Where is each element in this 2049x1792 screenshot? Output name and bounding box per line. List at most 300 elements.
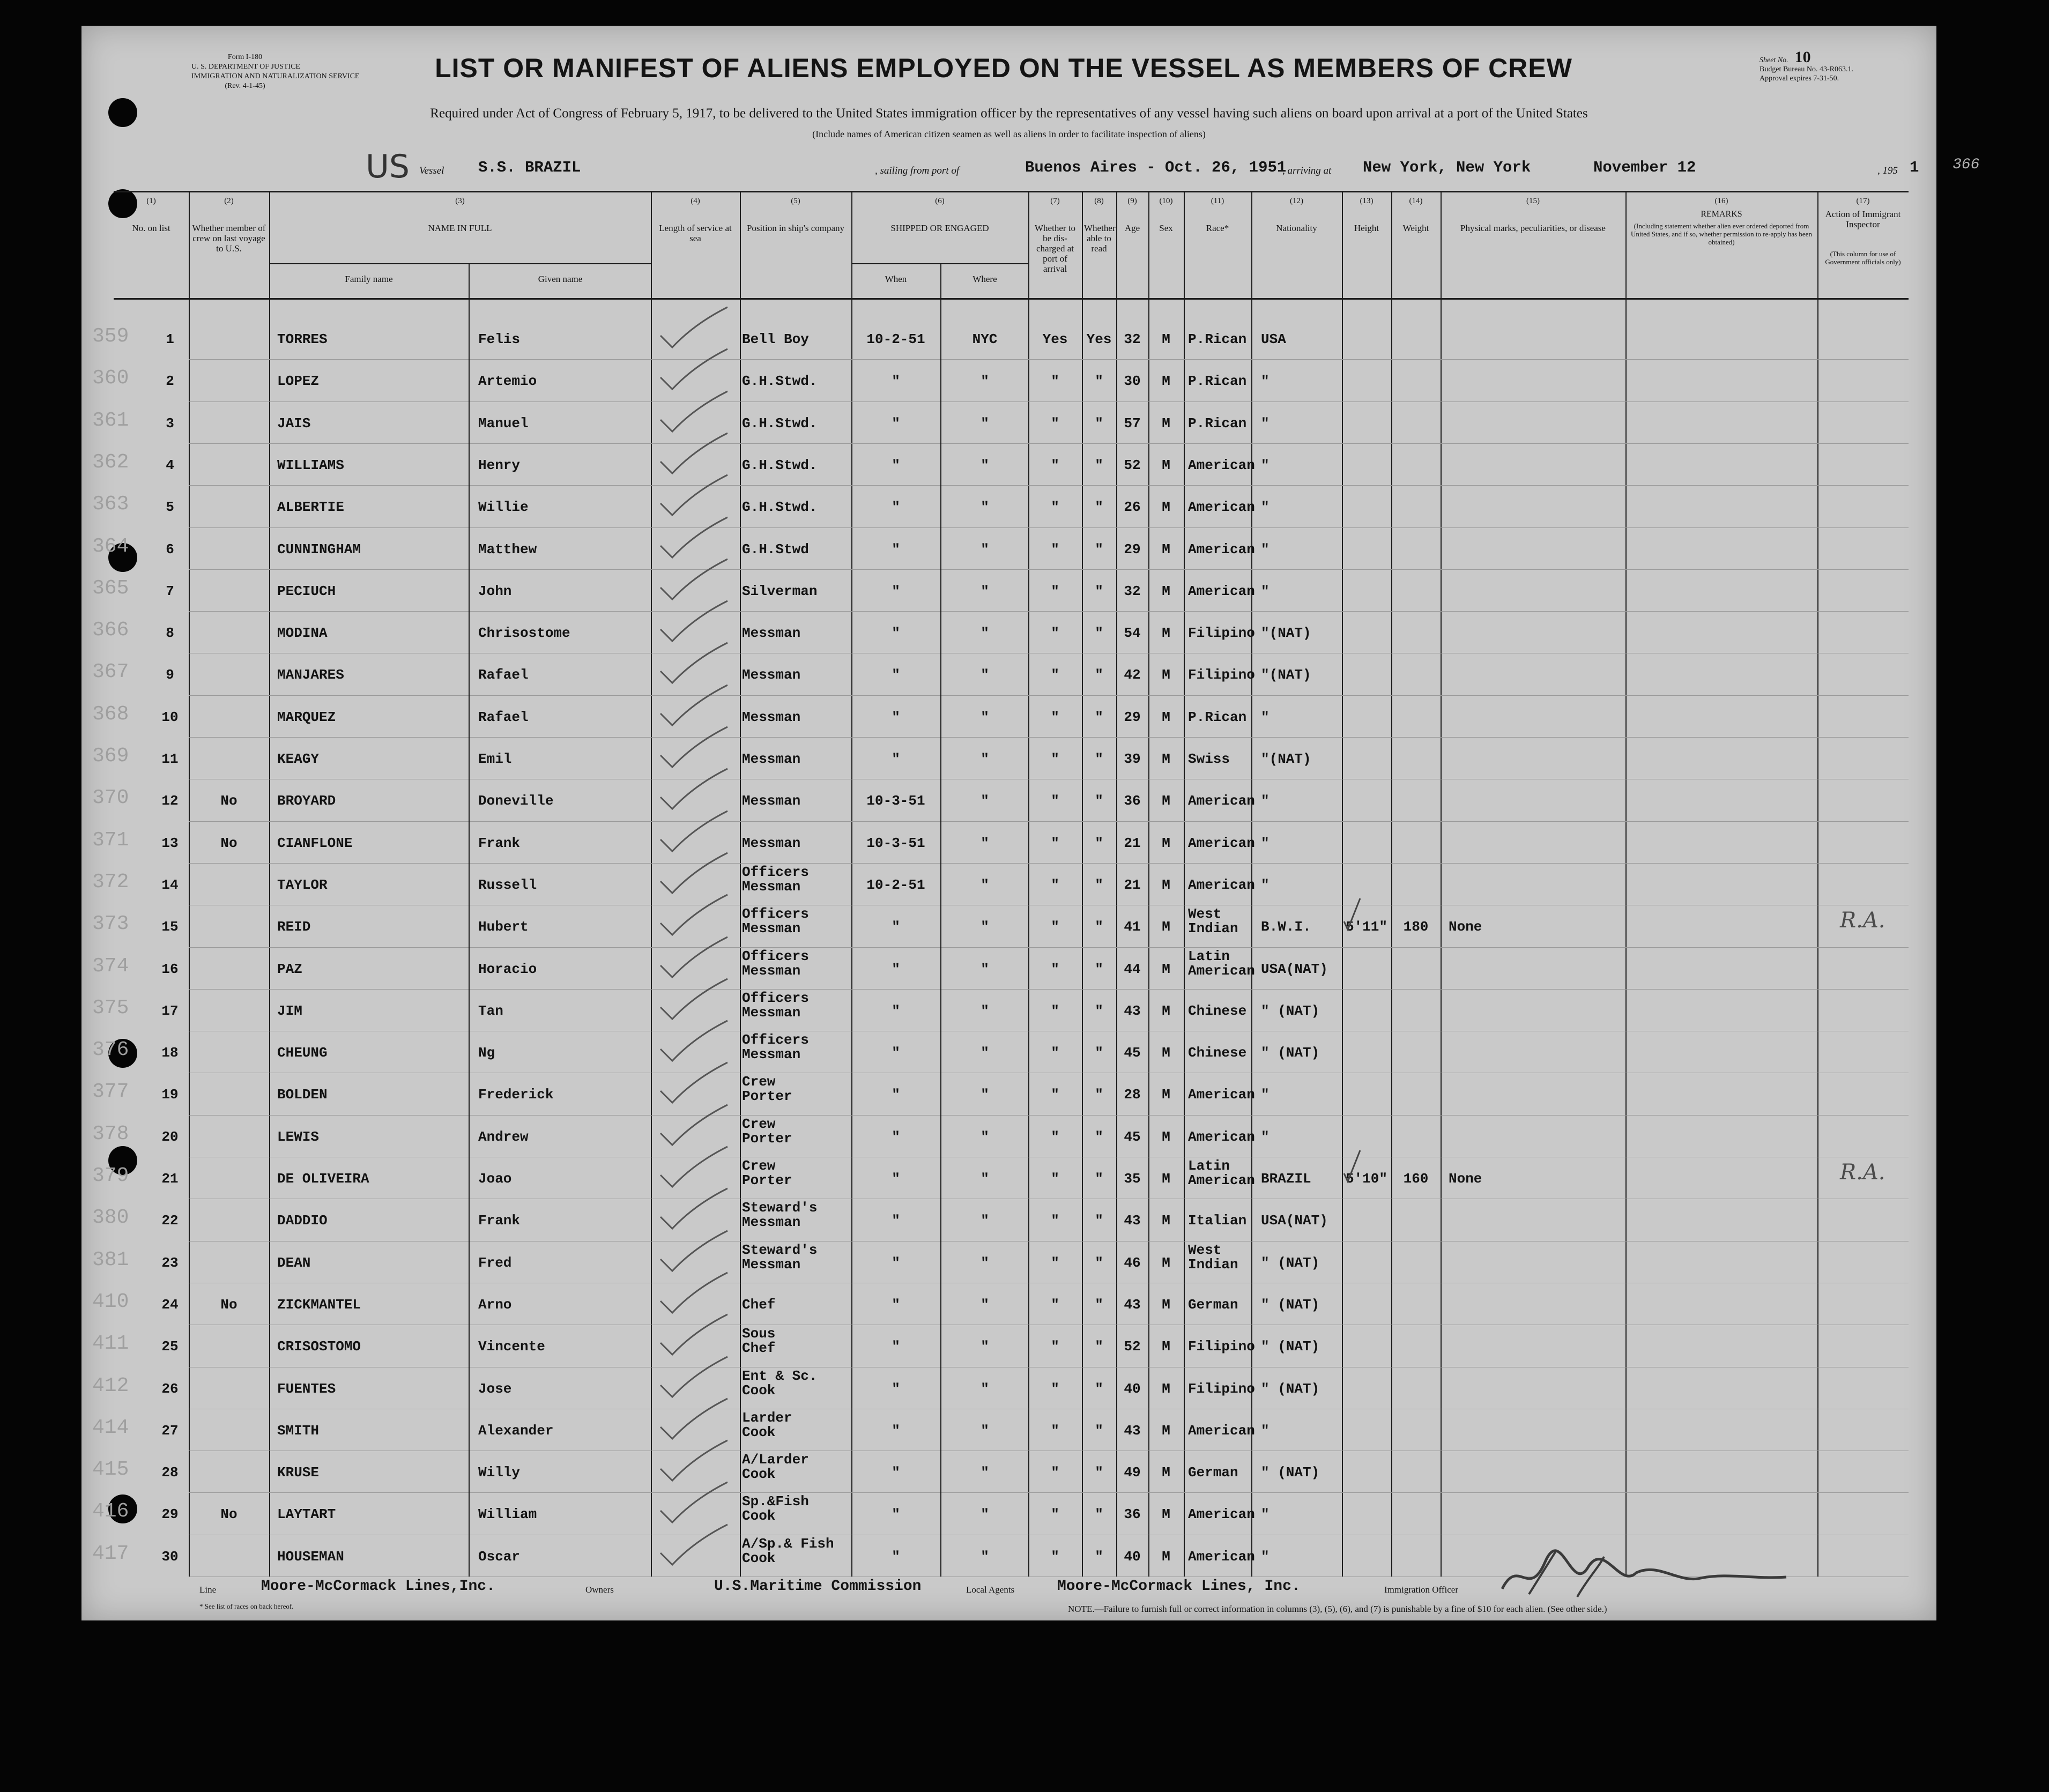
column-label: No. on list: [132, 223, 170, 233]
nationality-cell: BRAZIL: [1261, 1171, 1311, 1187]
punch-hole: [108, 98, 137, 127]
given-name-cell: Willie: [478, 499, 529, 516]
list-number-cell: 17: [161, 1002, 179, 1019]
checkmark-icon: [655, 1479, 730, 1528]
engaged-where-cell: ": [981, 625, 989, 642]
race-cell: American: [1188, 499, 1255, 516]
checkmark-icon: [655, 808, 730, 857]
age-cell: 30: [1124, 373, 1141, 390]
engaged-when-cell: 10-3-51: [866, 835, 925, 851]
manifest-index: 376: [92, 1038, 129, 1062]
engaged-where-cell: ": [981, 1087, 989, 1103]
sex-cell: M: [1162, 1087, 1170, 1103]
age-cell: 43: [1124, 1002, 1141, 1019]
race-cell: Chinese: [1188, 1045, 1247, 1061]
engaged-where-cell: ": [981, 583, 989, 599]
discharged-cell: ": [1051, 415, 1059, 432]
discharged-cell: ": [1051, 583, 1059, 599]
engaged-when-cell: ": [892, 457, 900, 473]
position-cell: Silverman: [742, 583, 818, 599]
column-label: SHIPPED OR ENGAGED: [890, 223, 989, 233]
list-number-cell: 29: [161, 1506, 179, 1523]
given-name-cell: Manuel: [478, 415, 529, 432]
position-cell: Messman: [742, 709, 801, 725]
given-name-cell: Rafael: [478, 667, 529, 683]
race-cell: German: [1188, 1296, 1238, 1313]
line-label: Line: [199, 1585, 217, 1595]
checkmark-icon: [655, 304, 730, 353]
nationality-cell: ": [1261, 457, 1270, 473]
engaged-when-cell: ": [892, 583, 900, 599]
race-cell: P.Rican: [1188, 331, 1247, 347]
engaged-when-cell: ": [892, 1339, 900, 1355]
column-rule: [651, 191, 652, 1577]
engaged-where-cell: ": [981, 1213, 989, 1229]
discharged-cell: Yes: [1042, 331, 1068, 347]
discharged-cell: ": [1051, 1171, 1059, 1187]
engaged-where-cell: ": [981, 1254, 989, 1271]
discharged-cell: ": [1051, 1128, 1059, 1145]
column-label: Race*: [1206, 223, 1229, 233]
discharged-cell: ": [1051, 876, 1059, 893]
column-label: Length of service at sea: [659, 223, 732, 243]
when-header: When: [885, 274, 907, 284]
height-cell: 5'10": [1345, 1171, 1387, 1187]
manifest-index: 366: [92, 619, 129, 642]
engaged-when-cell: ": [892, 1548, 900, 1565]
last-voyage-cell: No: [220, 835, 237, 851]
position-cell: G.H.Stwd.: [742, 499, 818, 516]
checkmark-icon: [655, 1144, 730, 1192]
able-to-read-cell: ": [1095, 373, 1103, 390]
discharged-cell: ": [1051, 835, 1059, 851]
age-cell: 46: [1124, 1254, 1141, 1271]
sheet-number: 10: [1794, 48, 1811, 66]
race-cell: American: [1188, 541, 1255, 557]
year-label: , 195: [1877, 165, 1898, 176]
revision: (Rev. 4-1-45): [225, 82, 265, 90]
race-cell: American: [1188, 457, 1255, 473]
engaged-when-cell: ": [892, 751, 900, 767]
given-name-cell: Felis: [478, 331, 521, 347]
able-to-read-cell: ": [1095, 415, 1103, 432]
family-name-cell: FUENTES: [277, 1380, 336, 1397]
list-number-cell: 14: [161, 876, 179, 893]
list-number-cell: 28: [161, 1464, 179, 1481]
list-number-cell: 12: [161, 793, 179, 809]
name-subheader-rule: [269, 263, 651, 264]
able-to-read-cell: ": [1095, 793, 1103, 809]
sex-cell: M: [1162, 373, 1170, 390]
sex-cell: M: [1162, 709, 1170, 725]
family-name-cell: ALBERTIE: [277, 499, 344, 516]
manifest-index: 415: [92, 1458, 129, 1482]
row-rule: [189, 1492, 1909, 1493]
engaged-where-cell: ": [981, 835, 989, 851]
race-cell: American: [1188, 1128, 1255, 1145]
row-rule: [189, 989, 1909, 990]
nationality-cell: ": [1261, 373, 1270, 390]
discharged-cell: ": [1051, 1380, 1059, 1397]
subtitle-note: (Include names of American citizen seamen as well as aliens in order to facilitate inspection of aliens): [812, 129, 1206, 139]
age-cell: 41: [1124, 919, 1141, 935]
engaged-when-cell: 10-2-51: [866, 331, 925, 347]
engaged-where-cell: ": [981, 1339, 989, 1355]
able-to-read-cell: ": [1095, 835, 1103, 851]
footer-note: NOTE.—Failure to furnish full or correct information in columns (3), (5), (6), and (7) is punishable by a fine of $10 for each alien. (See other side.): [1068, 1604, 1607, 1614]
checkmark-icon: [655, 346, 730, 395]
age-cell: 36: [1124, 793, 1141, 809]
sex-cell: M: [1162, 625, 1170, 642]
position-cell: Ent & Sc. Cook: [742, 1367, 818, 1399]
able-to-read-cell: ": [1095, 1339, 1103, 1355]
race-cell: American: [1188, 835, 1255, 851]
engaged-when-cell: ": [892, 1087, 900, 1103]
column-label: Whether to be dis-charged at port of arrival: [1035, 223, 1075, 274]
able-to-read-cell: ": [1095, 709, 1103, 725]
column-number: (13): [1360, 197, 1374, 205]
manifest-index: 372: [92, 870, 129, 894]
given-name-header: Given name: [538, 274, 583, 284]
manifest-index: 375: [92, 996, 129, 1020]
family-name-cell: LEWIS: [277, 1128, 320, 1145]
row-rule: [189, 821, 1909, 822]
engaged-where-cell: ": [981, 709, 989, 725]
family-name-cell: TAYLOR: [277, 876, 328, 893]
age-cell: 54: [1124, 625, 1141, 642]
manifest-index: 380: [92, 1206, 129, 1230]
family-name-cell: MARQUEZ: [277, 709, 336, 725]
nationality-cell: " (NAT): [1261, 1296, 1320, 1313]
manifest-index: 411: [92, 1332, 129, 1356]
stamp-number: 366: [1953, 157, 1980, 173]
discharged-cell: ": [1051, 1213, 1059, 1229]
age-cell: 43: [1124, 1422, 1141, 1439]
given-name-cell: Tan: [478, 1002, 503, 1019]
engaged-when-cell: ": [892, 1213, 900, 1229]
engaged-where-cell: ": [981, 1171, 989, 1187]
checkmark-icon: [655, 1186, 730, 1234]
manifest-index: 373: [92, 912, 129, 936]
checkmark-icon: [655, 724, 730, 772]
able-to-read-cell: ": [1095, 1380, 1103, 1397]
family-name-cell: CUNNINGHAM: [277, 541, 361, 557]
sex-cell: M: [1162, 1339, 1170, 1355]
race-cell: Swiss: [1188, 751, 1230, 767]
position-cell: Officers Messman: [742, 1032, 809, 1063]
nationality-cell: ": [1261, 1506, 1270, 1523]
able-to-read-cell: ": [1095, 499, 1103, 516]
race-cell: American: [1188, 1087, 1255, 1103]
position-cell: Officers Messman: [742, 864, 809, 895]
engaged-when-cell: ": [892, 919, 900, 935]
discharged-cell: ": [1051, 625, 1059, 642]
row-rule: [189, 611, 1909, 612]
engaged-when-cell: 10-3-51: [866, 793, 925, 809]
discharged-cell: ": [1051, 667, 1059, 683]
races-note: * See list of races on back hereof.: [199, 1602, 294, 1610]
checkmark-icon: [655, 766, 730, 814]
list-number-cell: 3: [166, 415, 174, 432]
engaged-when-cell: ": [892, 1045, 900, 1061]
family-name-cell: MANJARES: [277, 667, 344, 683]
given-name-cell: Joao: [478, 1171, 512, 1187]
column-number: (14): [1409, 197, 1423, 205]
position-cell: Chef: [742, 1296, 776, 1313]
given-name-cell: Oscar: [478, 1548, 521, 1565]
arriving-label: , arriving at: [1282, 165, 1332, 176]
sex-cell: M: [1162, 541, 1170, 557]
checkmark-icon: [655, 430, 730, 479]
engaged-where-cell: NYC: [972, 331, 998, 347]
manifest-sheet: [81, 26, 1980, 1620]
engaged-when-cell: ": [892, 709, 900, 725]
age-cell: 28: [1124, 1087, 1141, 1103]
checkmark-icon: [655, 389, 730, 437]
age-cell: 36: [1124, 1506, 1141, 1523]
arrival-date: November 12: [1593, 159, 1696, 176]
row-rule: [189, 443, 1909, 444]
list-number-cell: 26: [161, 1380, 179, 1397]
age-cell: 52: [1124, 457, 1141, 473]
crew-table: [92, 191, 1909, 1577]
nationality-cell: ": [1261, 709, 1270, 725]
position-cell: Crew Porter: [742, 1116, 792, 1147]
engaged-when-cell: ": [892, 1296, 900, 1313]
family-name-cell: PAZ: [277, 961, 302, 977]
list-number-cell: 4: [166, 457, 174, 473]
race-cell: American: [1188, 793, 1255, 809]
checkmark-icon: [655, 1060, 730, 1108]
engaged-when-cell: ": [892, 1506, 900, 1523]
column-label: Action of Immigrant Inspector: [1825, 209, 1901, 229]
position-cell: Sp.&Fish Cook: [742, 1493, 809, 1525]
column-number: (4): [691, 197, 700, 205]
sex-cell: M: [1162, 1296, 1170, 1313]
weight-cell: 160: [1403, 1171, 1429, 1187]
engaged-where-cell: ": [981, 1128, 989, 1145]
discharged-cell: ": [1051, 793, 1059, 809]
row-rule: [189, 359, 1909, 360]
checkmark-icon: [655, 934, 730, 983]
engaged-when-cell: ": [892, 1254, 900, 1271]
age-cell: 42: [1124, 667, 1141, 683]
engaged-where-cell: ": [981, 667, 989, 683]
age-cell: 49: [1124, 1464, 1141, 1481]
position-cell: Messman: [742, 625, 801, 642]
column-number: (2): [224, 197, 234, 205]
nationality-cell: ": [1261, 1548, 1270, 1565]
officer-signature: [1497, 1546, 1797, 1605]
manifest-index: 410: [92, 1290, 129, 1313]
column-rule: [1625, 191, 1627, 1577]
sex-cell: M: [1162, 835, 1170, 851]
engaged-where-cell: ": [981, 541, 989, 557]
list-number-cell: 25: [161, 1339, 179, 1355]
tick-icon: [1341, 897, 1363, 935]
age-cell: 43: [1124, 1213, 1141, 1229]
sex-cell: M: [1162, 751, 1170, 767]
age-cell: 45: [1124, 1128, 1141, 1145]
position-cell: Messman: [742, 751, 801, 767]
engaged-when-cell: ": [892, 1171, 900, 1187]
given-name-cell: Artemio: [478, 373, 537, 390]
vessel-label: Vessel: [419, 165, 444, 176]
checkmark-icon: [655, 1312, 730, 1360]
engaged-when-cell: ": [892, 1380, 900, 1397]
agents-label: Local Agents: [966, 1585, 1015, 1595]
given-name-cell: Alexander: [478, 1422, 554, 1439]
checkmark-icon: [655, 682, 730, 731]
column-rule: [1342, 191, 1343, 1577]
nationality-cell: USA(NAT): [1261, 961, 1328, 977]
engaged-when-cell: ": [892, 541, 900, 557]
nationality-cell: ": [1261, 499, 1270, 516]
column-number: (16): [1714, 197, 1728, 205]
owners-value: U.S.Maritime Commission: [714, 1578, 922, 1595]
nationality-cell: "(NAT): [1261, 751, 1311, 767]
given-name-cell: John: [478, 583, 512, 599]
checkmark-icon: [655, 598, 730, 646]
able-to-read-cell: ": [1095, 1128, 1103, 1145]
column-number: (15): [1526, 197, 1540, 205]
family-name-cell: REID: [277, 919, 311, 935]
manifest-index: 360: [92, 367, 129, 390]
age-cell: 45: [1124, 1045, 1141, 1061]
nationality-cell: "(NAT): [1261, 667, 1311, 683]
age-cell: 40: [1124, 1380, 1141, 1397]
race-cell: Chinese: [1188, 1002, 1247, 1019]
approval-expiry: Approval expires 7-31-50.: [1760, 75, 1839, 83]
sex-cell: M: [1162, 583, 1170, 599]
position-cell: Officers Messman: [742, 990, 809, 1021]
sex-cell: M: [1162, 793, 1170, 809]
manifest-index: 416: [92, 1500, 129, 1523]
discharged-cell: ": [1051, 1339, 1059, 1355]
able-to-read-cell: ": [1095, 1506, 1103, 1523]
given-name-cell: Frank: [478, 835, 521, 851]
manifest-index: 359: [92, 325, 129, 348]
able-to-read-cell: ": [1095, 1422, 1103, 1439]
family-name-cell: ZICKMANTEL: [277, 1296, 361, 1313]
given-name-cell: Emil: [478, 751, 512, 767]
table-header-rule: [114, 298, 1909, 300]
given-name-cell: Willy: [478, 1464, 521, 1481]
able-to-read-cell: ": [1095, 667, 1103, 683]
inspector-action: R.A.: [1840, 1160, 1885, 1185]
able-to-read-cell: ": [1095, 625, 1103, 642]
race-cell: American: [1188, 1506, 1255, 1523]
checkmark-icon: [655, 1354, 730, 1402]
position-cell: Bell Boy: [742, 331, 809, 347]
nationality-cell: USA: [1261, 331, 1286, 347]
engaged-where-cell: ": [981, 793, 989, 809]
list-number-cell: 15: [161, 919, 179, 935]
engaged-where-cell: ": [981, 1506, 989, 1523]
given-name-cell: Rafael: [478, 709, 529, 725]
given-name-cell: Jose: [478, 1380, 512, 1397]
given-name-cell: Hubert: [478, 919, 529, 935]
checkmark-icon: [655, 640, 730, 688]
engaged-where-cell: ": [981, 1422, 989, 1439]
age-cell: 29: [1124, 709, 1141, 725]
manifest-index: 364: [92, 534, 129, 558]
manifest-index: 381: [92, 1248, 129, 1271]
column-number: (10): [1159, 197, 1173, 205]
race-cell: American: [1188, 1422, 1255, 1439]
sex-cell: M: [1162, 961, 1170, 977]
officer-label: Immigration Officer: [1384, 1585, 1459, 1595]
discharged-cell: ": [1051, 1087, 1059, 1103]
discharged-cell: ": [1051, 919, 1059, 935]
sex-cell: M: [1162, 415, 1170, 432]
given-name-cell: Vincente: [478, 1339, 545, 1355]
checkmark-icon: [655, 976, 730, 1024]
budget-bureau: Budget Bureau No. 43-R063.1.: [1760, 65, 1853, 73]
service: IMMIGRATION AND NATURALIZATION SERVICE: [191, 72, 360, 80]
discharged-cell: ": [1051, 751, 1059, 767]
family-name-cell: CRISOSTOMO: [277, 1339, 361, 1355]
discharged-cell: ": [1051, 1045, 1059, 1061]
name-split-rule: [469, 263, 470, 1577]
list-number-cell: 10: [161, 709, 179, 725]
engaged-where-cell: ": [981, 499, 989, 516]
age-cell: 40: [1124, 1548, 1141, 1565]
sex-cell: M: [1162, 1002, 1170, 1019]
row-rule: [189, 1115, 1909, 1116]
age-cell: 44: [1124, 961, 1141, 977]
discharged-cell: ": [1051, 457, 1059, 473]
last-voyage-cell: No: [220, 1296, 237, 1313]
nationality-cell: ": [1261, 1422, 1270, 1439]
height-cell: 5'11": [1345, 919, 1387, 935]
given-name-cell: Frank: [478, 1213, 521, 1229]
column-number: (5): [791, 197, 800, 205]
list-number-cell: 16: [161, 961, 179, 977]
where-header: Where: [972, 274, 997, 284]
sex-cell: M: [1162, 667, 1170, 683]
column-label: Height: [1354, 223, 1379, 233]
race-cell: Latin American: [1188, 1158, 1255, 1188]
able-to-read-cell: ": [1095, 1548, 1103, 1565]
column-number: (7): [1050, 197, 1060, 205]
age-cell: 57: [1124, 415, 1141, 432]
sex-cell: M: [1162, 1506, 1170, 1523]
family-name-cell: DE OLIVEIRA: [277, 1171, 369, 1187]
race-cell: Filipino: [1188, 625, 1255, 642]
statutory-subtitle: Required under Act of Congress of February 5, 1917, to be delivered to the United States immigration officer by the representatives of any vessel having such aliens on board upon arrival at a port of the United States: [430, 106, 1588, 121]
nationality-cell: ": [1261, 876, 1270, 893]
manifest-index: 378: [92, 1122, 129, 1146]
column-number: (1): [146, 197, 156, 205]
race-cell: Italian: [1188, 1213, 1247, 1229]
position-cell: G.H.Stwd: [742, 541, 809, 557]
list-number-cell: 23: [161, 1254, 179, 1271]
engaged-where-cell: ": [981, 1045, 989, 1061]
position-cell: Officers Messman: [742, 948, 809, 979]
given-name-cell: Matthew: [478, 541, 537, 557]
column-number: (11): [1211, 197, 1224, 205]
nationality-cell: " (NAT): [1261, 1464, 1320, 1481]
row-rule: [189, 737, 1909, 738]
race-cell: American: [1188, 583, 1255, 599]
last-voyage-cell: No: [220, 793, 237, 809]
sex-cell: M: [1162, 1464, 1170, 1481]
discharged-cell: ": [1051, 1254, 1059, 1271]
manifest-index: 363: [92, 493, 129, 516]
engaged-where-cell: ": [981, 876, 989, 893]
inspector-note: (This column for use of Government officials only): [1825, 250, 1901, 266]
